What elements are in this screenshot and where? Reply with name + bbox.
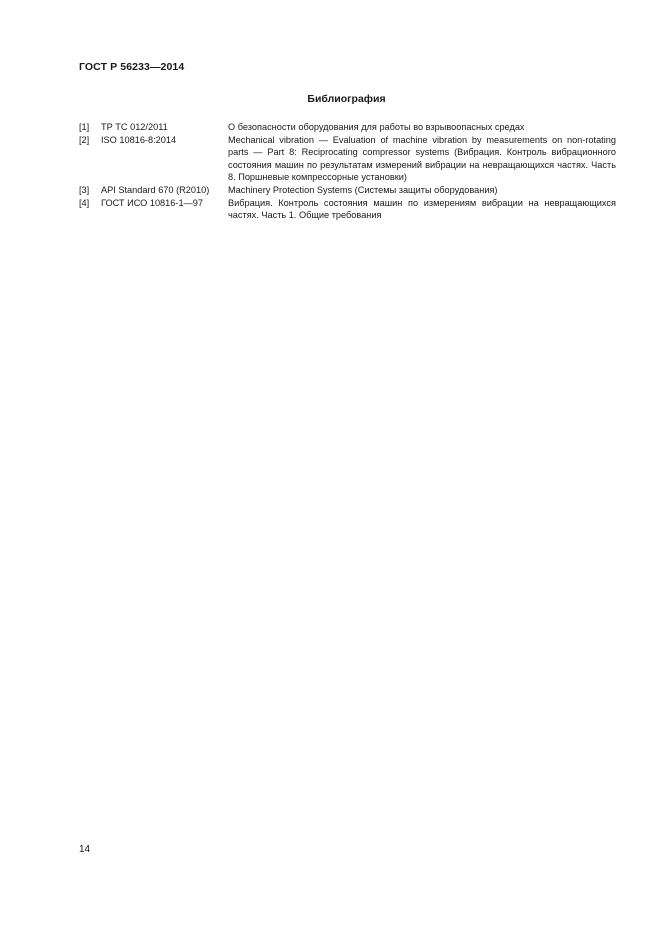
- entry-reference: ТР ТС 012/2011: [101, 122, 168, 132]
- page-number: 14: [79, 844, 91, 855]
- bibliography-entry-1: [79, 121, 616, 134]
- bibliography-list: [79, 121, 616, 222]
- entry-title: О безопасности оборудования для работы во взрывоопасных средах: [228, 122, 525, 132]
- bibliography-entry-2: [79, 134, 616, 184]
- entry-reference: API Standard 670 (R2010): [101, 184, 210, 195]
- bibliography-entry-4: [79, 197, 616, 222]
- entry-number: [4]: [79, 197, 90, 208]
- entry-reference: ГОСТ ИСО 10816-1—97: [101, 197, 203, 208]
- section-title: Библиография: [307, 93, 386, 105]
- entry-reference: ISO 10816-8:2014: [101, 134, 177, 145]
- entry-title: Mechanical vibration — Evaluation of machine vibration by measurements on non-rotating parts — Part 8: Reciprocating compressor systems (Вибрация. Контроль вибрационного состояния машин по результатам измерений вибрации на невращающихся частях. Часть 8. Поршневые компрессорные установки): [228, 134, 616, 183]
- document-code: ГОСТ Р 56233—2014: [79, 61, 185, 73]
- entry-number: [3]: [79, 184, 90, 195]
- entry-number: [2]: [79, 134, 90, 145]
- entry-title: Machinery Protection Systems (Системы защиты оборудования): [228, 184, 498, 195]
- bibliography-entry-3: [79, 184, 616, 197]
- entry-title: Вибрация. Контроль состояния машин по измерениям вибрации на невращающихся частях. Часть 1. Общие требования: [228, 197, 616, 221]
- entry-number: [1]: [79, 122, 90, 132]
